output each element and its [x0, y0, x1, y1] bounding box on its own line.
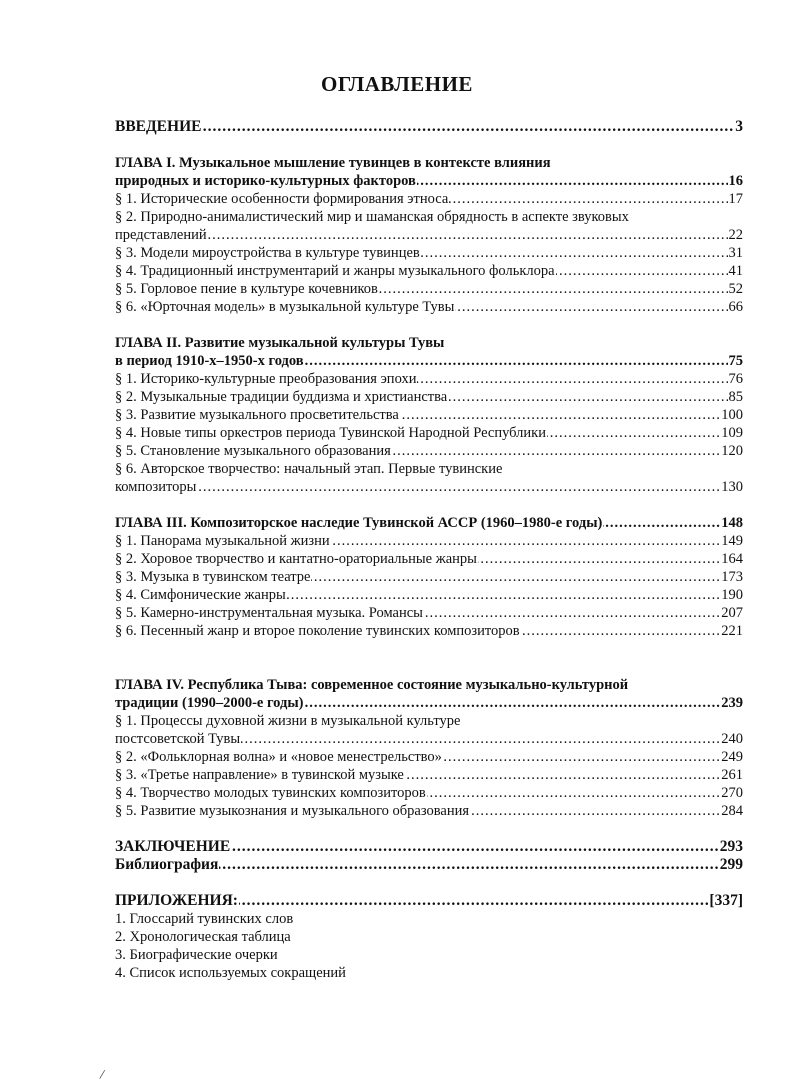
toc-entry: § 4. Творчество молодых тувинских композиторов 270 ..... — [115, 784, 743, 802]
chapter-1 — [115, 154, 743, 316]
chapter-heading: ГЛАВА I. Музыкальное мышление тувинцев в контексте влияния — [115, 155, 551, 171]
toc-entry: § 1. Историко-культурные преобразования эпохи 76 ..... — [115, 370, 743, 388]
chapter-heading: природных и историко-культурных факторов 16 ..... — [115, 172, 743, 190]
chapter-heading: ГЛАВА II. Развитие музыкальной культуры Тувы — [115, 335, 445, 351]
toc-entry: § 3. Музыка в тувинском театре 173 ..... — [115, 568, 743, 586]
toc-entry: § 5. Камерно-инструментальная музыка. Романсы 207 ..... — [115, 604, 743, 622]
toc-entry: § 6. Песенный жанр и второе поколение тувинских композиторов 221 ..... — [115, 622, 743, 640]
toc-entry: § 5. Горловое пение в культуре кочевников 52 ..... — [115, 280, 743, 298]
chapter-heading: в период 1910-х–1950-х годов 75 ..... — [115, 352, 743, 370]
list-item: 2. Хронологическая таблица — [115, 929, 291, 945]
toc-entry: § 2. «Фольклорная волна» и «новое менестрельство» 249 ..... — [115, 748, 743, 766]
table-of-contents — [115, 118, 743, 982]
toc-entry: § 2. Хоровое творчество и кантатно-ораториальные жанры 164 ..... — [115, 550, 743, 568]
chapter-4 — [115, 676, 743, 820]
toc-entry: § 4. Симфонические жанры 190 ..... — [115, 586, 743, 604]
toc-entry: § 4. Традиционный инструментарий и жанры музыкального фольклора 41 ..... — [115, 262, 743, 280]
toc-entry: § 2. Музыкальные традиции буддизма и христианства 85 ..... — [115, 388, 743, 406]
toc-entry: § 6. Авторское творчество: начальный этап. Первые тувинские — [115, 461, 503, 477]
toc-entry: § 6. «Юрточная модель» в музыкальной культуре Тувы 66 ..... — [115, 298, 743, 316]
toc-entry: § 4. Новые типы оркестров периода Тувинской Народной Республики 109 ..... — [115, 424, 743, 442]
toc-entry: § 3. Модели мироустройства в культуре тувинцев 31 ..... — [115, 244, 743, 262]
chapter-3 — [115, 514, 743, 640]
toc-entry-bibliography: Библиография 299 ..... — [115, 856, 743, 874]
appendix-section — [115, 892, 743, 982]
toc-entry: § 3. «Третье направление» в тувинской музыке 261 ..... — [115, 766, 743, 784]
toc-entry: постсоветской Тувы 240 ..... — [115, 730, 743, 748]
toc-entry: композиторы 130 ..... — [115, 478, 743, 496]
chapter-2 — [115, 334, 743, 496]
toc-entry: § 1. Исторические особенности формирования этноса 17 ..... — [115, 190, 743, 208]
chapter-heading: ГЛАВА III. Композиторское наследие Тувинской АССР (1960–1980-е годы) 148 ..... — [115, 514, 743, 532]
list-item: 4. Список используемых сокращений — [115, 965, 346, 981]
toc-entry: § 1. Панорама музыкальной жизни 149 ..... — [115, 532, 743, 550]
toc-entry: § 5. Становление музыкального образования 120 ..... — [115, 442, 743, 460]
list-item: 1. Глоссарий тувинских слов — [115, 911, 294, 927]
toc-entry: § 1. Процессы духовной жизни в музыкальной культуре — [115, 713, 461, 729]
toc-entry-conclusion: ЗАКЛЮЧЕНИЕ 293 ..... — [115, 838, 743, 856]
scan-mark: / — [98, 1067, 106, 1084]
chapter-heading: традиции (1990–2000-е годы) 239 ..... — [115, 694, 743, 712]
chapter-heading: ГЛАВА IV. Республика Тыва: современное состояние музыкально-культурной — [115, 677, 629, 693]
toc-entry: § 2. Природно-анималистический мир и шаманская обрядность в аспекте звуковых — [115, 209, 629, 225]
toc-entry-intro: ВВЕДЕНИЕ 3 ..... — [115, 118, 743, 136]
page-title: ОГЛАВЛЕНИЕ — [321, 72, 473, 96]
toc-entry: § 3. Развитие музыкального просветительства 100 ..... — [115, 406, 743, 424]
list-item: 3. Биографические очерки — [115, 947, 278, 963]
toc-entry: представлений 22 ..... — [115, 226, 743, 244]
toc-entry: § 5. Развитие музыкознания и музыкального образования 284 ..... — [115, 802, 743, 820]
toc-entry-appendix: ПРИЛОЖЕНИЯ: [337] ..... — [115, 892, 743, 910]
